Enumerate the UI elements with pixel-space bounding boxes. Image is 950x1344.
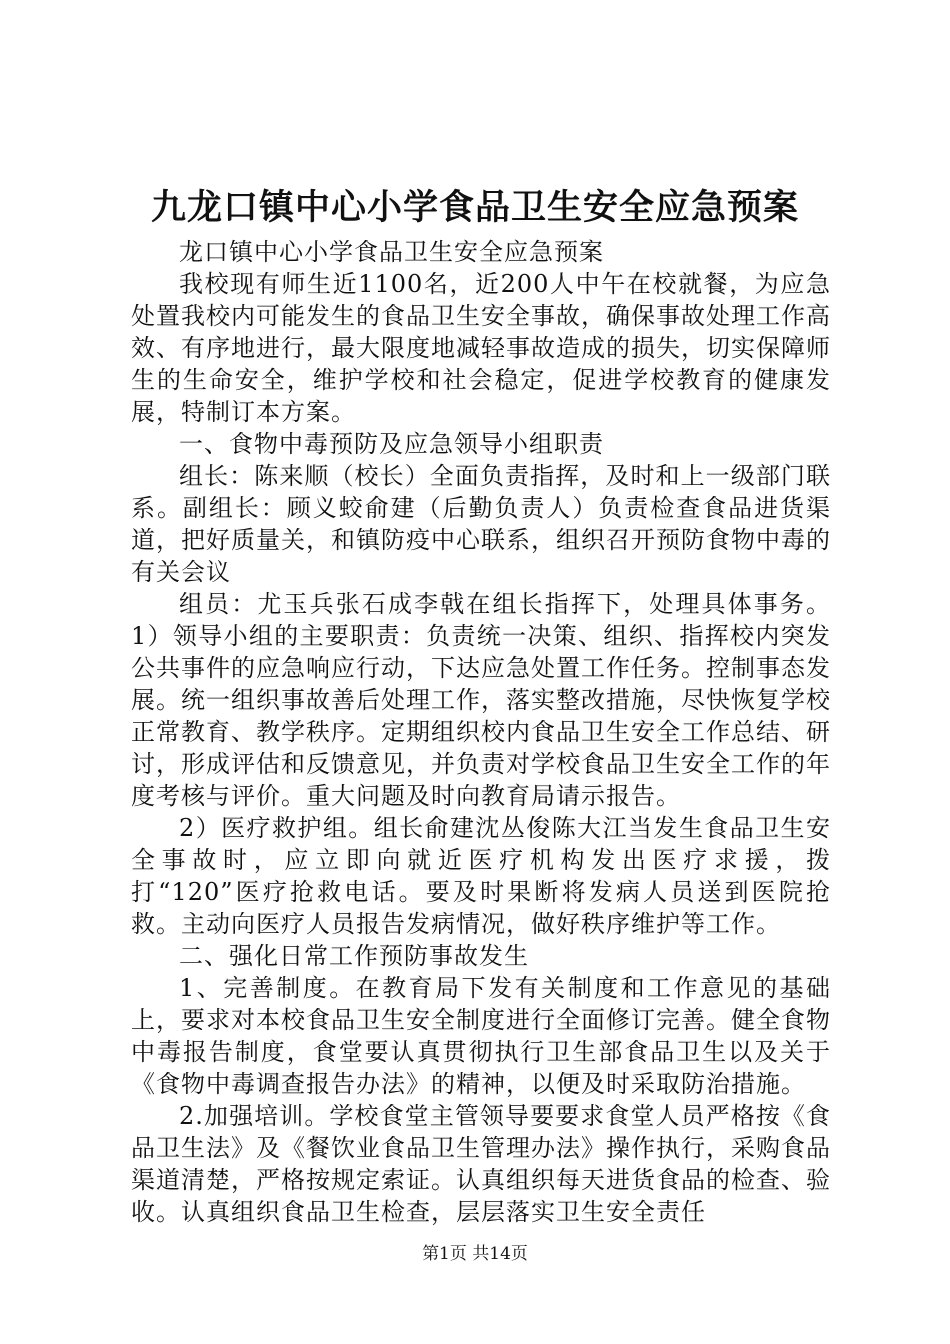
document-body [131, 236, 831, 1228]
paragraph: 组员：尤玉兵张石成李戟在组长指挥下，处理具体事务。1）领导小组的主要职责：负责统一决策、组织、指挥校内突发公共事件的应急响应行动，下达应急处置工作任务。控制事态发展。统一组织事故善后处理工作，落实整改措施，尽快恢复学校正常教育、教学秩序。定期组织校内食品卫生安全工作总结、研讨，形成评估和反馈意见，并负责对学校食品卫生安全工作的年度考核与评价。重大问题及时向教育局请示报告。 [131, 590, 831, 810]
paragraph: 2.加强培训。学校食堂主管领导要要求食堂人员严格按《食品卫生法》及《餐饮业食品卫生管理办法》操作执行，采购食品渠道清楚，严格按规定索证。认真组织每天进货食品的检查、验收。认真组织食品卫生检查，层层落实卫生安全责任 [131, 1102, 831, 1226]
paragraph: 龙口镇中心小学食品卫生安全应急预案 [179, 238, 604, 266]
paragraph: 2）医疗救护组。组长俞建沈丛俊陈大江当发生食品卫生安全事故时，应立即向就近医疗机构发出医疗求援，拨打“120”医疗抢救电话。要及时果断将发病人员送到医院抢救。主动向医疗人员报告发病情况，做好秩序维护等工作。 [131, 814, 831, 938]
paragraph: 组长：陈来顺（校长）全面负责指挥，及时和上一级部门联系。副组长：顾义蛟俞建（后勤负责人）负责检查食品进货渠道，把好质量关，和镇防疫中心联系，组织召开预防食物中毒的有关会议 [131, 462, 831, 586]
document-title: 九龙口镇中心小学食品卫生安全应急预案 [150, 187, 799, 228]
page-number: 第1页 共14页 [422, 1244, 528, 1264]
paragraph: 我校现有师生近1100名，近200人中午在校就餐，为应急处置我校内可能发生的食品卫生安全事故，确保事故处理工作高效、有序地进行，最大限度地减轻事故造成的损失，切实保障师生的生命安全，维护学校和社会稳定，促进学校教育的健康发展，特制订本方案。 [131, 270, 831, 426]
section-heading: 二、强化日常工作预防事故发生 [179, 942, 529, 970]
section-heading: 一、食物中毒预防及应急领导小组职责 [179, 430, 604, 458]
paragraph: 1、完善制度。在教育局下发有关制度和工作意见的基础上，要求对本校食品卫生安全制度进行全面修订完善。健全食物中毒报告制度，食堂要认真贯彻执行卫生部食品卫生以及关于《食物中毒调查报告办法》的精神，以便及时采取防治措施。 [131, 974, 831, 1098]
